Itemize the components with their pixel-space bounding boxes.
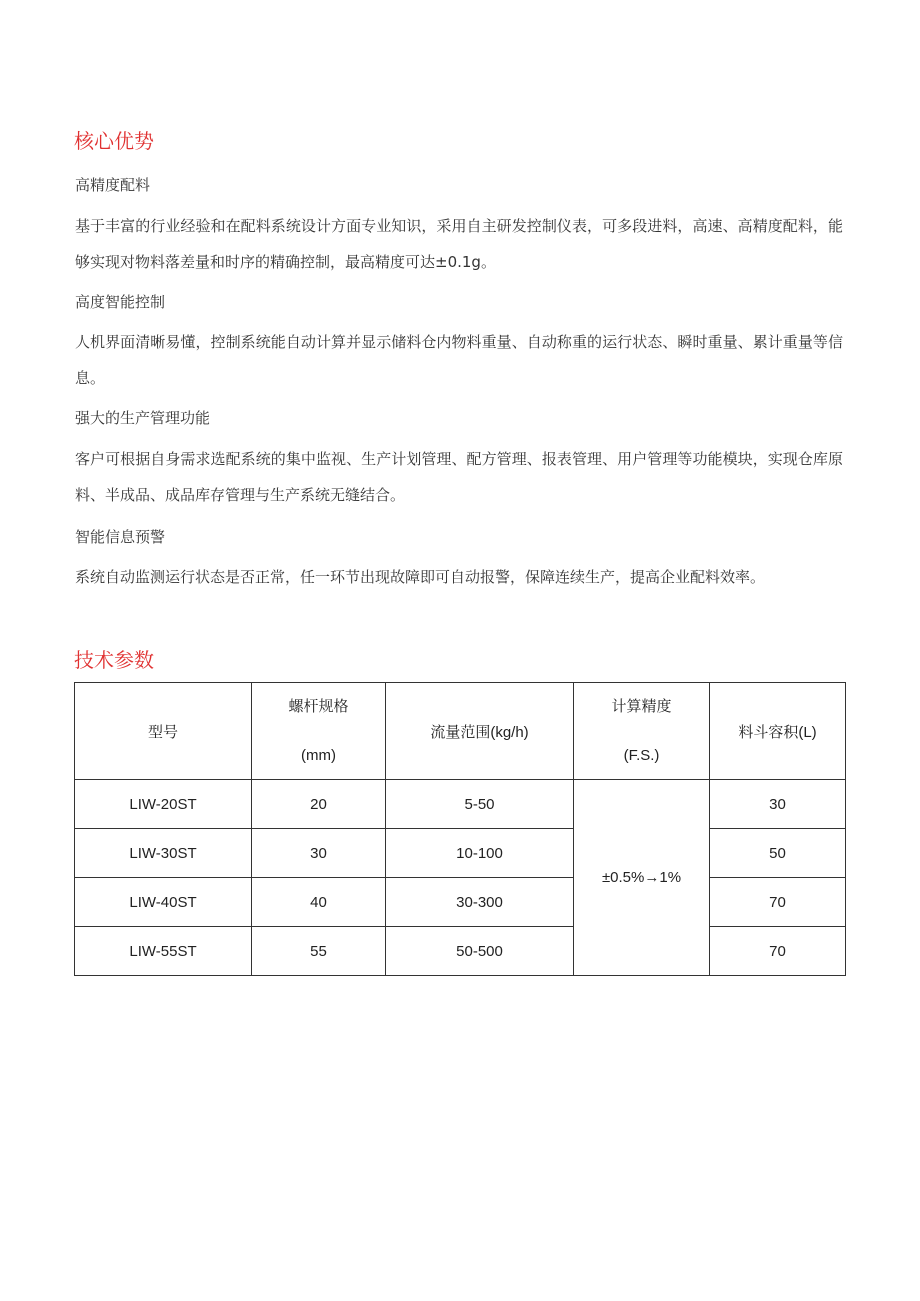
- cell-flow: 10-100: [386, 829, 574, 878]
- advantage-heading: 高精度配料: [75, 176, 151, 194]
- cell-precision: ±0.5%→1%: [574, 780, 710, 976]
- table-row: [75, 780, 846, 829]
- cell-screw: 30: [252, 829, 386, 878]
- advantage-heading: 智能信息预警: [75, 528, 166, 546]
- cell-screw: 40: [252, 878, 386, 927]
- header-precision-label: 计算精度: [611, 697, 672, 715]
- header-precision-unit: (F.S.): [623, 746, 660, 764]
- advantage-text: 基于丰富的行业经验和在配料系统设计方面专业知识，采用自主研发控制仪表，可多段进料，高速、高精度配料，能够实现对物料落差量和时序的精确控制，最高精度可达±0.1g。: [75, 217, 843, 271]
- cell-screw: 55: [252, 927, 386, 976]
- table-row: [75, 927, 846, 976]
- cell-model: LIW-20ST: [75, 780, 252, 829]
- cell-hopper: 70: [710, 878, 846, 927]
- table-row: [75, 878, 846, 927]
- cell-model: LIW-40ST: [75, 878, 252, 927]
- table-header-row: [75, 683, 846, 780]
- advantage-text: 系统自动监测运行状态是否正常，任一环节出现故障即可自动报警，保障连续生产，提高企业配料效率。: [75, 568, 766, 586]
- advantage-text: 客户可根据自身需求选配系统的集中监视、生产计划管理、配方管理、报表管理、用户管理等功能模块，实现仓库原料、半成品、成品库存管理与生产系统无缝结合。: [75, 450, 843, 504]
- advantage-heading: 强大的生产管理功能: [75, 409, 211, 427]
- cell-hopper: 50: [710, 829, 846, 878]
- header-hopper: 料斗容积(L): [710, 683, 846, 780]
- section-title-advantages: 核心优势: [74, 129, 154, 153]
- cell-hopper: 30: [710, 780, 846, 829]
- header-flow: 流量范围(kg/h): [386, 683, 574, 780]
- header-screw: [252, 683, 386, 780]
- advantage-heading: 高度智能控制: [75, 293, 166, 311]
- cell-model: LIW-55ST: [75, 927, 252, 976]
- cell-hopper: 70: [710, 927, 846, 976]
- header-precision: [574, 683, 710, 780]
- section-title-specs: 技术参数: [74, 648, 154, 672]
- header-screw-unit: (mm): [301, 746, 336, 764]
- cell-flow: 30-300: [386, 878, 574, 927]
- cell-flow: 50-500: [386, 927, 574, 976]
- table-row: [75, 829, 846, 878]
- advantage-text: 人机界面清晰易懂，控制系统能自动计算并显示储料仓内物料重量、自动称重的运行状态、瞬时重量、累计重量等信息。: [75, 333, 843, 387]
- cell-model: LIW-30ST: [75, 829, 252, 878]
- cell-screw: 20: [252, 780, 386, 829]
- header-screw-label: 螺杆规格: [288, 697, 349, 715]
- spec-table: [74, 682, 846, 976]
- header-model: 型号: [75, 683, 252, 780]
- cell-flow: 5-50: [386, 780, 574, 829]
